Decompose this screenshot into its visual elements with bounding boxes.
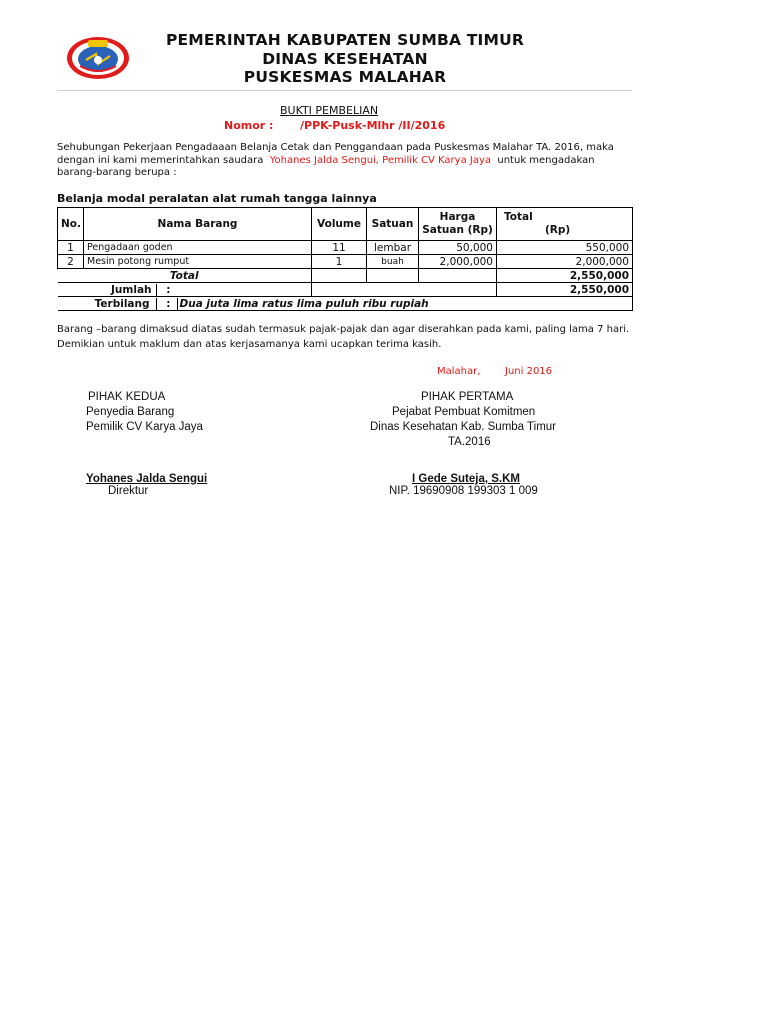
table-row — [58, 241, 633, 255]
intro-line-1: Sehubungan Pekerjaan Pengadaaan Belanja Cetak dan Penggandaan pada Puskesmas Malahar TA. 2016, maka — [57, 142, 614, 153]
row-nama: Pengadaan goden — [84, 241, 312, 255]
row-nama: Mesin potong rumput — [84, 255, 312, 269]
jumlah-label: Jumlah — [111, 283, 152, 296]
row-harga: 2,000,000 — [419, 255, 497, 269]
header-no: No. — [58, 208, 84, 241]
jumlah-value: 2,550,000 — [497, 283, 633, 297]
total-label: Total — [58, 269, 312, 283]
closing-line-2: Demikian untuk maklum dan atas kerjasamanya kami ucapkan terima kasih. — [57, 339, 442, 350]
place-label: Malahar, — [437, 366, 481, 377]
row-volume: 11 — [312, 241, 367, 255]
terbilang-row — [58, 297, 633, 311]
left-party-name: Yohanes Jalda Sengui — [86, 473, 208, 485]
nomor-label: Nomor : — [224, 119, 274, 132]
intro-text-a: dengan ini kami memerintahkan saudara — [57, 155, 267, 166]
intro-line-3: barang-barang berupa : — [57, 167, 177, 178]
row-total: 550,000 — [497, 241, 633, 255]
right-party-line-2: Dinas Kesehatan Kab. Sumba Timur — [370, 421, 557, 433]
row-harga: 50,000 — [419, 241, 497, 255]
contractor-name-highlight: Yohanes Jalda Sengui, Pemilik CV Karya Jaya — [266, 155, 495, 166]
jumlah-label-cell — [58, 283, 312, 297]
intro-line-2 — [57, 155, 595, 166]
left-party-line-1: Penyedia Barang — [86, 406, 175, 418]
header-satuan: Satuan — [367, 208, 419, 241]
header-line-3: PUSKESMAS MALAHAR — [243, 68, 447, 86]
row-no: 1 — [58, 241, 84, 255]
total-value: 2,550,000 — [497, 269, 633, 283]
date-label: Juni 2016 — [505, 366, 553, 377]
row-total: 2,000,000 — [497, 255, 633, 269]
total-empty-1 — [312, 269, 367, 283]
header-divider — [57, 90, 632, 91]
header-nama-barang: Nama Barang — [84, 208, 312, 241]
header-harga-satuan — [419, 208, 497, 241]
total-row — [58, 269, 633, 283]
nomor-value: /PPK-Pusk-Mlhr /II/2016 — [300, 119, 446, 132]
document-title: BUKTI PEMBELIAN — [280, 104, 379, 117]
header-total-2: (Rp) — [545, 224, 571, 236]
left-party-role: PIHAK KEDUA — [88, 391, 166, 403]
right-party-name: I Gede Suteja, S.KM — [412, 473, 520, 485]
terbilang-label: Terbilang — [94, 297, 150, 310]
table-row — [58, 255, 633, 269]
table-header-row — [58, 208, 633, 241]
header-total-1: Total — [504, 211, 533, 223]
header-line-1: PEMERINTAH KABUPATEN SUMBA TIMUR — [165, 31, 525, 49]
terbilang-cell — [58, 297, 633, 311]
jumlah-row — [58, 283, 633, 297]
terbilang-colon: : — [156, 298, 177, 310]
left-party-line-2: Pemilik CV Karya Jaya — [86, 421, 203, 433]
row-volume: 1 — [312, 255, 367, 269]
intro-text-c: untuk mengadakan — [494, 155, 595, 166]
jumlah-empty — [312, 283, 497, 297]
puskesmas-logo — [66, 36, 130, 80]
closing-line-1: Barang –barang dimaksud diatas sudah termasuk pajak-pajak dan agar diserahkan pada kami, paling lama 7 hari. — [57, 324, 630, 335]
right-party-line-1: Pejabat Pembuat Komitmen — [392, 406, 536, 418]
section-title: Belanja modal peralatan alat rumah tangga lainnya — [57, 192, 377, 205]
jumlah-colon: : — [156, 284, 177, 296]
right-party-role: PIHAK PERTAMA — [421, 391, 514, 403]
row-no: 2 — [58, 255, 84, 269]
header-harga-1: Harga — [439, 211, 476, 223]
total-empty-3 — [419, 269, 497, 283]
header-volume: Volume — [312, 208, 367, 241]
right-party-line-3: TA.2016 — [448, 436, 491, 448]
terbilang-value: Dua juta lima ratus lima puluh ribu rupiah — [177, 298, 429, 310]
header-harga-2: Satuan (Rp) — [422, 224, 493, 236]
row-satuan: buah — [367, 255, 419, 269]
right-party-nip: NIP. 19690908 199303 1 009 — [389, 485, 538, 497]
total-empty-2 — [367, 269, 419, 283]
header-total — [497, 208, 633, 241]
header-line-2: DINAS KESEHATAN — [262, 50, 428, 68]
items-table — [57, 207, 633, 311]
row-satuan: lembar — [367, 241, 419, 255]
left-party-position: Direktur — [108, 485, 149, 497]
